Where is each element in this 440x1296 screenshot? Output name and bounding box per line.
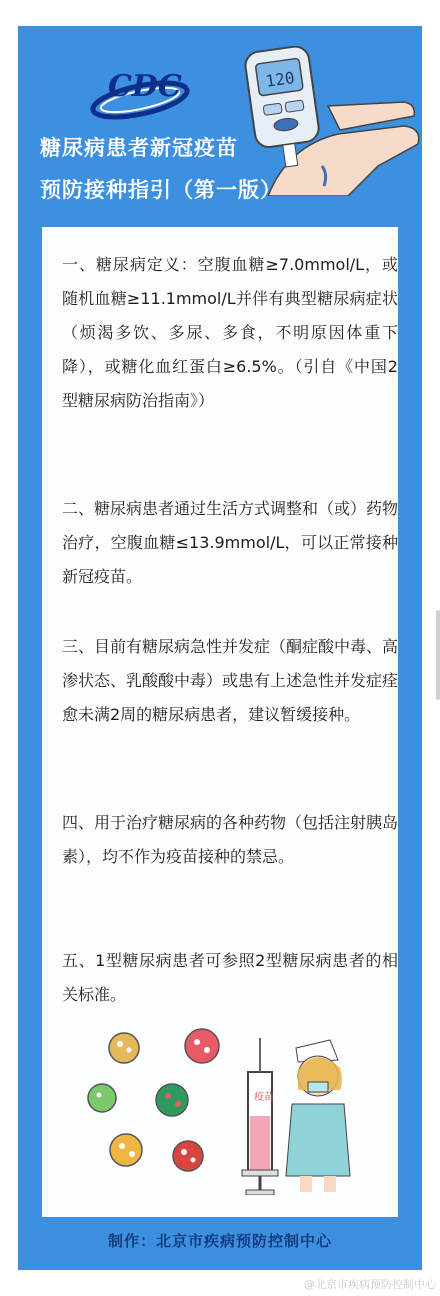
title-line-2: 预防接种指引（第一版） (40, 178, 282, 202)
virus-icon (88, 1084, 116, 1112)
virus-icon (185, 1029, 219, 1063)
section-3: 三、目前有糖尿病急性并发症（酮症酸中毒、高渗状态、乳酸酸中毒）或患有上述急性并发症痊愈未满2周的糖尿病患者，建议暂缓接种。 (62, 637, 399, 724)
vaccine-illustration (84, 1020, 364, 1195)
svg-text:疫苗: 疫苗 (254, 1092, 274, 1103)
virus-icon (110, 1134, 142, 1166)
virus-icon (156, 1084, 188, 1116)
virus-icon (173, 1141, 203, 1171)
title-line-1: 糖尿病患者新冠疫苗 (40, 136, 238, 160)
section-1: 一、糖尿病定义：空腹血糖≥7.0mmol/L，或随机血糖≥11.1mmol/L并伴有典型糖尿病症状（烦渴多饮、多尿、多食，不明原因体重下降），或糖化血红蛋白≥6.5%。（引自《中国2型糖尿病防治指南》） (62, 255, 398, 410)
svg-text:CDC: CDC (108, 69, 182, 104)
nurse-illustration (286, 1040, 350, 1192)
section-5: 五、1型糖尿病患者可参照2型糖尿病患者的相关标准。 (62, 951, 398, 1004)
virus-icon (109, 1033, 139, 1063)
footer-credit: 制作：北京市疾病预防控制中心 (107, 1232, 332, 1250)
section-4: 四、用于治疗糖尿病的各种药物（包括注射胰岛素），均不作为疫苗接种的禁忌。 (62, 813, 399, 866)
watermark: @北京市疾病预防控制中心 (304, 1278, 436, 1291)
cdc-logo (88, 62, 198, 124)
syringe-icon (242, 1038, 278, 1195)
svg-text:120: 120 (264, 68, 296, 91)
page-scrollbar[interactable] (436, 610, 440, 700)
section-2: 二、糖尿病患者通过生活方式调整和（或）药物治疗，空腹血糖≤13.9mmol/L，可以正常接种新冠疫苗。 (62, 499, 399, 586)
